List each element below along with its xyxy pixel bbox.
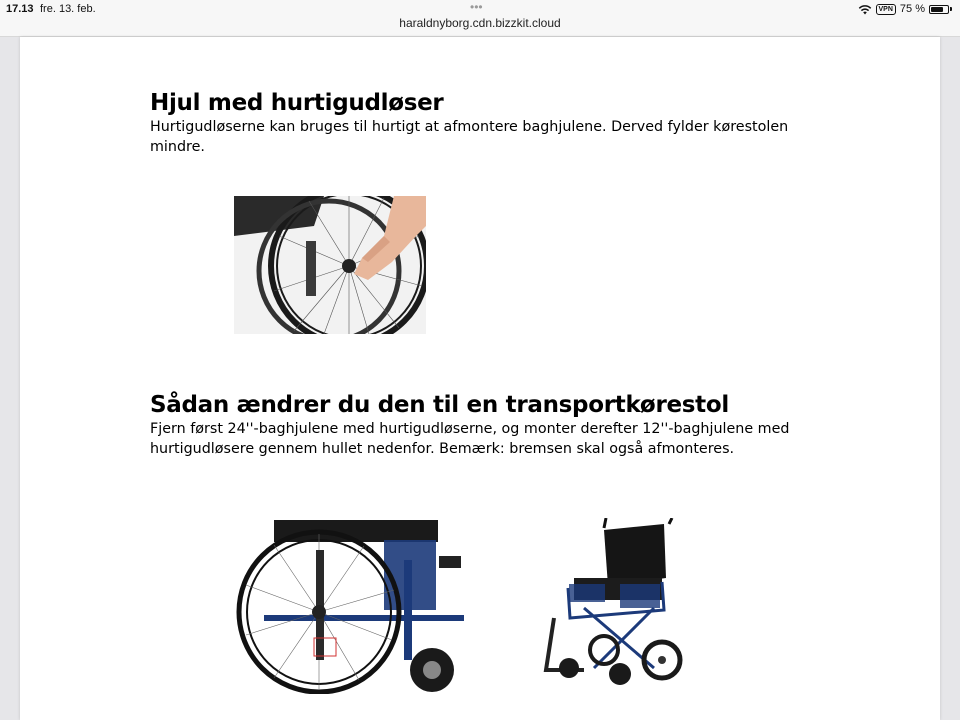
battery-fill [931, 7, 943, 12]
status-indicators [858, 2, 952, 16]
battery-percent: 75 % [899, 3, 925, 15]
document-page [20, 37, 940, 720]
transport-wheelchair-photo [524, 518, 684, 686]
battery-icon [929, 5, 949, 14]
rear-wheel-closeup-photo [234, 520, 464, 694]
clock: 17.13 [6, 3, 34, 15]
battery-tip [950, 7, 952, 11]
quick-release-wheel-photo [234, 196, 426, 334]
more-dots-icon[interactable]: ••• [470, 0, 483, 14]
section-text-quick-release: Hurtigudløserne kan bruges til hurtigt at afmontere baghjulene. Derved fylder kørestolen mindre. [150, 119, 789, 155]
section-heading-quick-release: Hjul med hurtigudløser [150, 90, 444, 116]
vpn-badge: VPN [876, 4, 896, 15]
section-heading-transport: Sådan ændrer du den til en transportkørestol [150, 392, 729, 418]
section-text-transport: Fjern først 24''-baghjulene med hurtigudløserne, og monter derefter 12''-baghjulene med hurtigudløsere gennem hullet nedenfor. Bemærk: bremsen skal også afmonteres. [150, 421, 790, 457]
address-bar-url[interactable]: haraldnyborg.cdn.bizzkit.cloud [399, 16, 561, 30]
status-bar [0, 0, 960, 37]
document-content-2 [150, 391, 790, 459]
wifi-icon [858, 4, 872, 15]
date: fre. 13. feb. [40, 3, 96, 15]
document-content [150, 89, 790, 157]
